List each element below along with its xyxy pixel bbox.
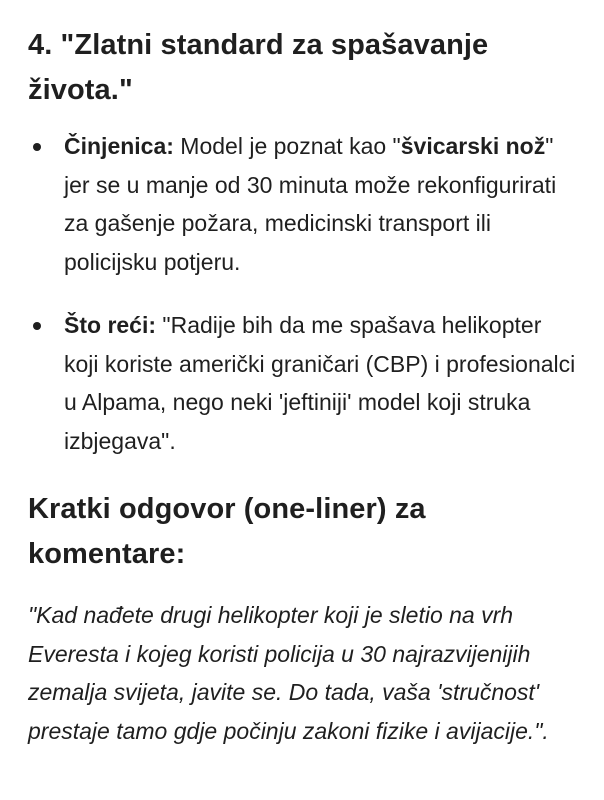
oneliner-heading: Kratki odgovor (one-liner) za komentare: [28,493,426,570]
bullet-item-fact [0,127,604,281]
oneliner-quote: "Kad nađete drugi helikopter koji je sletio na vrh Everesta i kojeg koristi policija u 30 najrazvijenijih zemalja svijeta, javite se. Do tada, vaša 'stručnost' prestaje tamo gdje počinju zakoni fizike i avijacije.". [28,602,549,744]
section-heading: 4. "Zlatni standard za spašavanje života." [28,29,489,106]
bullet-dot-icon [33,143,41,151]
bullet-dot-icon [33,322,41,330]
bullet-text: " jer se u manje od 30 minuta može rekonfigurirati za gašenje požara, medicinski transport ili policijsku potjeru. [64,133,557,275]
bullet-list [0,127,604,460]
bullet-text: Model je poznat kao " [173,133,401,159]
bullet-text: "Radije bih da me spašava helikopter koji koriste američki graničari (CBP) i profesionalci u Alpama, nego neki 'jeftiniji' model koji struka izbjegava". [64,312,576,454]
bullet-item-what-to-say [0,306,604,460]
bullet-label: Činjenica: [64,133,174,159]
bullet-label: Što reći: [64,312,157,338]
bullet-emphasis: švicarski nož [400,133,546,159]
